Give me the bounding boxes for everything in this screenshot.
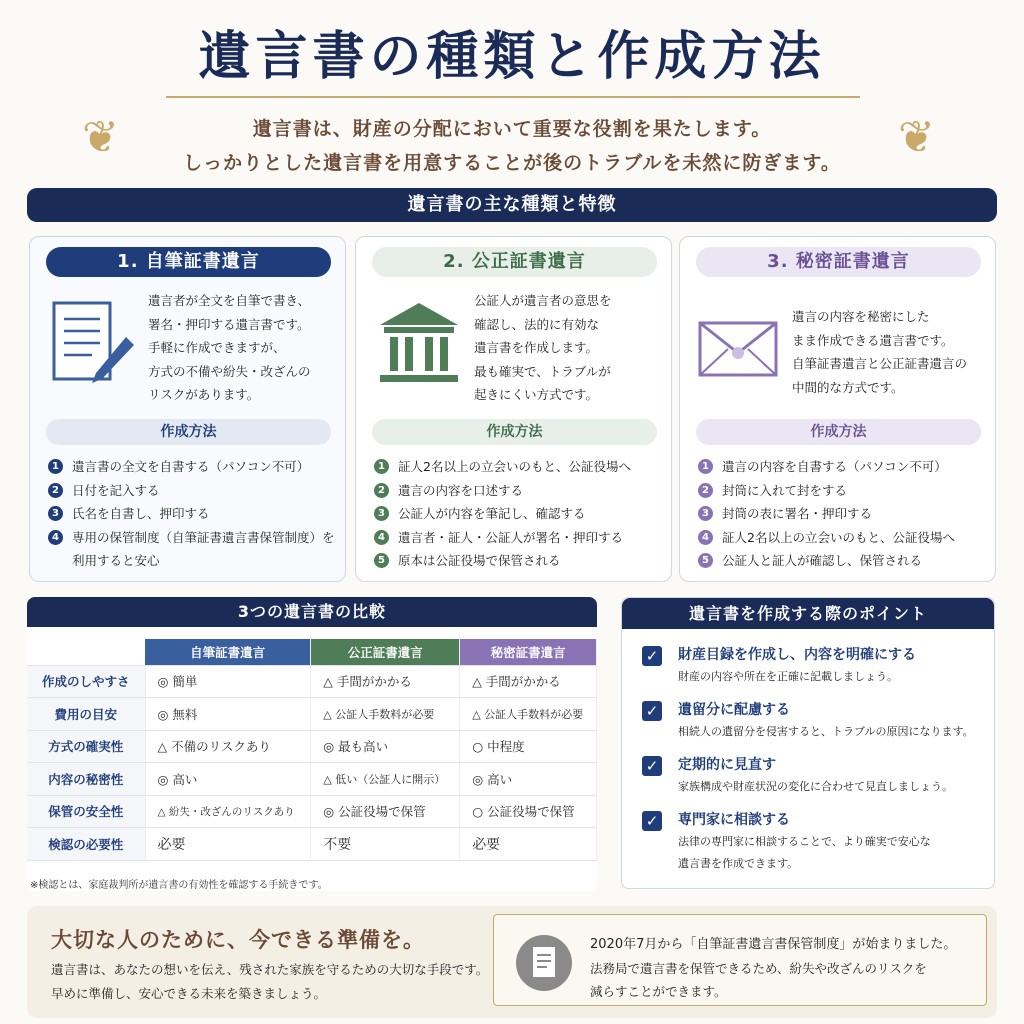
title-divider: [166, 96, 860, 98]
step-number: 3: [374, 506, 389, 521]
method-steps: [372, 455, 663, 573]
footer-title: 大切な人のために、今できる準備を。: [51, 927, 425, 952]
desc-line: 自筆証書遺言と公正証書遺言の: [792, 356, 968, 371]
column-header: 公正証書遺言: [311, 639, 460, 665]
step-item: [696, 479, 987, 503]
step-number: 4: [48, 530, 63, 545]
points-panel: [621, 597, 995, 889]
point-desc: 家族構成や財産状況の変化に合わせて見直しましょう。: [678, 780, 953, 793]
point-title: 定期的に見直す: [678, 757, 776, 773]
step-item: [696, 549, 987, 573]
table-cell: △ 紛失・改ざんのリスクあり: [145, 795, 311, 828]
footer-line: 早めに準備し、安心できる未来を築きましょう。: [51, 986, 327, 1001]
step-item: [372, 502, 663, 526]
points-title: 遺言書を作成する際のポイント: [622, 598, 994, 629]
table-cell: ◎ 最も高い: [311, 730, 460, 763]
table-cell: △ 不備のリスクあり: [145, 730, 311, 763]
step-item: [46, 502, 337, 526]
step-number: 3: [48, 506, 63, 521]
card-description: [474, 289, 661, 407]
table-header-row: [27, 639, 597, 665]
checkbox-icon: ✓: [642, 811, 662, 831]
step-number: 4: [374, 530, 389, 545]
table-cell: △ 手間がかかる: [460, 665, 597, 698]
table-row: [27, 828, 597, 861]
document-icon: [516, 935, 572, 991]
table-row: [27, 698, 597, 731]
step-number: 2: [698, 483, 713, 498]
desc-line: まま作成できる遺言書です。: [792, 332, 954, 348]
point-item: [640, 699, 986, 743]
intro-text: [120, 112, 904, 180]
table-row: [27, 795, 597, 828]
desc-line: 確認し、法的に有効な: [474, 316, 600, 332]
step-text: 封筒の表に署名・押印する: [722, 506, 873, 521]
courthouse-icon: [374, 299, 464, 389]
desc-line: 遺言書を作成します。: [474, 340, 599, 355]
step-text: 封筒に入れて封をする: [722, 482, 848, 498]
step-text: 遺言の内容を口述する: [398, 482, 524, 498]
point-title: 財産目録を作成し、内容を明確にする: [678, 647, 916, 663]
step-number: 1: [374, 459, 389, 474]
step-text: 証人2名以上の立会いのもと、公証役場へ: [398, 459, 631, 474]
card-description: [792, 305, 985, 399]
table-cell: △ 公証人手数料が必要: [460, 698, 597, 731]
card-kousei: [355, 236, 672, 582]
document-pen-icon: [48, 299, 138, 389]
table-cell: 不要: [311, 828, 460, 861]
step-number: 5: [374, 553, 389, 568]
row-label: 保管の安全性: [27, 795, 145, 828]
desc-line: 方式の不備や紛失・改ざんの: [148, 363, 311, 379]
table-row: [27, 763, 597, 796]
step-item: [46, 479, 337, 503]
desc-line: 手軽に作成できますが、: [148, 340, 286, 355]
step-item: [696, 526, 987, 550]
step-item: [696, 455, 987, 479]
footer-line: 遺言書は、あなたの想いを伝え、残された家族を守るための大切な手段です。: [51, 962, 489, 977]
step-item: [46, 526, 337, 573]
table-cell: ◎ 無料: [145, 698, 311, 731]
left-ornament-icon: ❦: [82, 112, 119, 163]
method-label: 作成方法: [46, 419, 331, 445]
step-number: 2: [374, 483, 389, 498]
table-row: [27, 665, 597, 698]
row-label: 費用の目安: [27, 698, 145, 731]
step-text: 原本は公証役場で保管される: [398, 553, 561, 568]
envelope-icon: [694, 307, 784, 397]
table-cell: △ 手間がかかる: [311, 665, 460, 698]
method-label: 作成方法: [372, 419, 657, 445]
step-item: [372, 479, 663, 503]
point-desc: 法律の専門家に相談することで、より確実で安心な: [678, 835, 931, 848]
notice-line: 減らすことができます。: [590, 984, 727, 999]
table-cell: △ 公証人手数料が必要: [311, 698, 460, 731]
comparison-table: [27, 639, 597, 861]
notice-line: 法務局で遺言書を保管できるため、紛失や改ざんのリスクを: [590, 961, 927, 976]
notice-text: [590, 957, 970, 1003]
comparison-panel: [27, 597, 597, 891]
row-label: 作成のしやすさ: [27, 665, 145, 698]
notice-box: [493, 914, 987, 1006]
comparison-note: ※検認とは、家庭裁判所が遺言書の有効性を確認する手続きです。: [30, 880, 328, 891]
footer-panel: [27, 906, 997, 1018]
step-number: 3: [698, 506, 713, 521]
step-number: 4: [698, 530, 713, 545]
right-ornament-icon: ❦: [898, 112, 935, 163]
step-text: 遺言の内容を自書する（パソコン不可）: [722, 459, 947, 474]
comparison-title: 3つの遺言書の比較: [27, 597, 597, 627]
point-desc: 財産の内容や所在を正確に記載しましょう。: [678, 670, 898, 683]
step-item: [46, 455, 337, 479]
table-cell: 必要: [460, 828, 597, 861]
page-title: 遺言書の種類と作成方法: [198, 26, 826, 87]
method-label: 作成方法: [696, 419, 981, 445]
step-item: [372, 549, 663, 573]
card-himitsu: [679, 236, 996, 582]
footer-text: [51, 958, 491, 1006]
step-text: 専用の保管制度（自筆証書遺言書保管制度）を利用すると安心: [72, 529, 335, 568]
desc-line: 署名・押印する遺言書です。: [148, 316, 310, 332]
table-row: [27, 730, 597, 763]
step-text: 証人2名以上の立会いのもと、公証役場へ: [722, 529, 955, 545]
table-cell: ○ 中程度: [460, 730, 597, 763]
table-cell: ◎ 公証役場で保管: [311, 795, 460, 828]
desc-line: 起きにくい方式です。: [474, 387, 599, 402]
table-cell: ◎ 簡単: [145, 665, 311, 698]
point-item: [640, 754, 986, 798]
step-item: [372, 526, 663, 550]
point-title: 専門家に相談する: [678, 812, 790, 828]
types-banner: 遺言書の主な種類と特徴: [27, 188, 997, 222]
checkbox-icon: ✓: [642, 701, 662, 721]
point-title: 遺留分に配慮する: [678, 702, 790, 718]
point-item: [640, 644, 986, 688]
step-text: 公証人が内容を筆記し、確認する: [398, 506, 586, 521]
card-title: 2. 公正証書遺言: [372, 247, 657, 277]
row-label: 内容の秘密性: [27, 763, 145, 796]
step-text: 遺言者・証人・公証人が署名・押印する: [398, 529, 624, 545]
step-number: 5: [698, 553, 713, 568]
step-item: [372, 455, 663, 479]
point-desc: 相続人の遺留分を侵害すると、トラブルの原因になります。: [678, 725, 974, 738]
intro-line: しっかりとした遺言書を用意することが後のトラブルを未然に防ぎます。: [183, 152, 841, 174]
intro-line: 遺言書は、財産の分配において重要な役割を果たします。: [252, 118, 772, 140]
method-steps: [696, 455, 987, 573]
step-text: 日付を記入する: [72, 482, 160, 498]
table-cell: ◎ 高い: [460, 763, 597, 796]
table-corner: [27, 639, 145, 665]
desc-line: リスクがあります。: [148, 387, 260, 402]
desc-line: 最も確実で、トラブルが: [474, 363, 611, 379]
step-text: 公証人と証人が確認し、保管される: [722, 553, 923, 568]
point-item: [640, 809, 986, 875]
checkbox-icon: ✓: [642, 646, 662, 666]
column-header: 秘密証書遺言: [460, 639, 597, 665]
row-label: 方式の確実性: [27, 730, 145, 763]
column-header: 自筆証書遺言: [145, 639, 311, 665]
card-title: 1. 自筆証書遺言: [46, 247, 331, 277]
step-item: [696, 502, 987, 526]
card-title: 3. 秘密証書遺言: [696, 247, 981, 277]
table-cell: 必要: [145, 828, 311, 861]
point-desc: 遺言書を作成できます。: [678, 857, 799, 870]
step-text: 遺言書の全文を自書する（パソコン不可）: [72, 459, 310, 474]
step-number: 2: [48, 483, 63, 498]
step-number: 1: [698, 459, 713, 474]
table-cell: ◎ 高い: [145, 763, 311, 796]
checkbox-icon: ✓: [642, 756, 662, 776]
desc-line: 中間的な方式です。: [792, 379, 904, 395]
notice-title: 2020年7月から「自筆証書遺言書保管制度」が始まりました。: [590, 937, 957, 952]
method-steps: [46, 455, 337, 573]
card-description: [148, 289, 335, 407]
table-cell: △ 低い（公証人に開示）: [311, 763, 460, 796]
desc-line: 遺言の内容を秘密にした: [792, 309, 930, 324]
step-text: 氏名を自書し、押印する: [72, 506, 210, 521]
table-cell: ○ 公証役場で保管: [460, 795, 597, 828]
card-jihitsu: [29, 236, 346, 582]
step-number: 1: [48, 459, 63, 474]
desc-line: 遺言者が全文を自筆で書き、: [148, 293, 311, 308]
desc-line: 公証人が遺言者の意思を: [474, 293, 612, 308]
row-label: 検認の必要性: [27, 828, 145, 861]
